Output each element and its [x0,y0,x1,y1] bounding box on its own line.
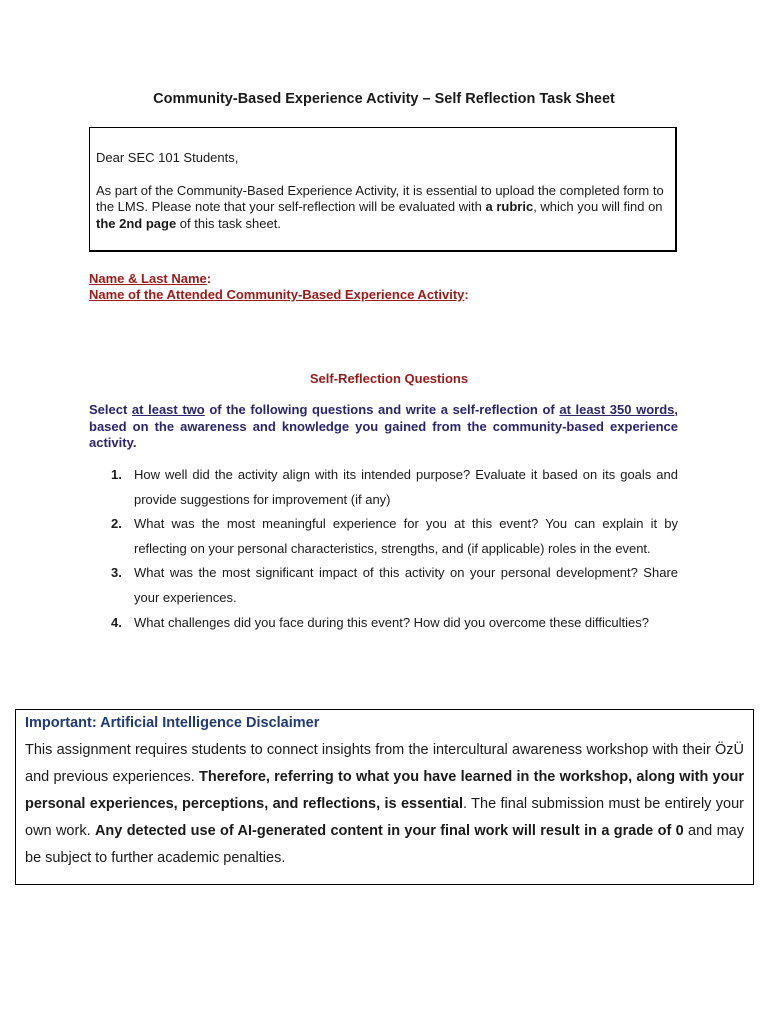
ai-text-2: . The final submission must be entirely your own work. [25,796,744,839]
question-number: 4. [111,614,122,630]
intro-text-mid: , which you will find on [533,199,663,214]
list-item [89,463,678,512]
instructions [89,402,678,452]
intro-page-ref: the 2nd page [96,215,177,231]
activity-field-label [89,287,469,302]
list-item [89,561,678,610]
ai-text-3: and may be subject to further academic penalties. [25,823,744,866]
question-number: 1. [111,467,122,482]
ai-bold-1: Therefore, referring to what you have learned in the workshop, along with your personal experiences, perceptions, and reflections, is essential [25,769,744,812]
intro-rubric: a rubric [485,199,534,214]
ai-bold-2: Any detected use of AI-generated content in your final work will result in a grade of 0 [94,823,684,839]
question-text: What was the most significant impact of this activity on your personal development? Share your experiences. [134,565,678,605]
ai-text-1: This assignment requires students to connect insights from the intercultural awareness workshop with their ÖzÜ and previous experiences. [25,742,744,785]
question-number: 3. [111,565,122,581]
ai-disclaimer-box [15,709,754,885]
question-list [89,463,678,635]
ai-disclaimer-body [25,737,744,872]
intro-text: As part of the Community-Based Experience Activity, it is essential to upload the completed form to the LMS. Please note that your self-reflection will be evaluated with [96,182,664,214]
instr-word-count: at least 350 words [559,402,675,417]
name-label-text: Name & Last Name [89,271,207,286]
question-text: What challenges did you face during this event? How did you overcome these difficulties? [134,614,649,630]
instr-text-3: , based on the awareness and knowledge you gained from the community-based experience activity. [89,402,678,450]
intro-text-end: of this task sheet. [176,215,281,231]
list-item [89,611,678,636]
question-text: How well did the activity align with its intended purpose? Evaluate it based on its goals and provide suggestions for improvement (if any) [134,467,678,507]
intro-paragraph [96,183,669,233]
page-title: Community-Based Experience Activity – Self Reflection Task Sheet [153,91,615,107]
list-item [89,512,678,561]
instr-text-2: of the following questions and write a self-reflection of [204,402,560,417]
name-field-label [89,271,211,286]
section-heading: Self-Reflection Questions [309,371,469,386]
activity-label-colon: : [464,287,469,302]
activity-label-text: Name of the Attended Community-Based Experience Activity [89,287,465,302]
intro-box [89,127,677,252]
ai-disclaimer-title: Important: Artificial Intelligence Disclaimer [25,715,320,731]
question-text: What was the most meaningful experience for you at this event? You can explain it by reflecting on your personal characteristics, strengths, and (if applicable) roles in the event. [134,516,678,556]
greeting: Dear SEC 101 Students, [96,150,239,165]
name-label-colon: : [206,271,212,286]
question-number: 2. [111,516,122,532]
instr-text-1: Select [89,402,132,417]
instr-at-least-two: at least two [131,402,205,417]
